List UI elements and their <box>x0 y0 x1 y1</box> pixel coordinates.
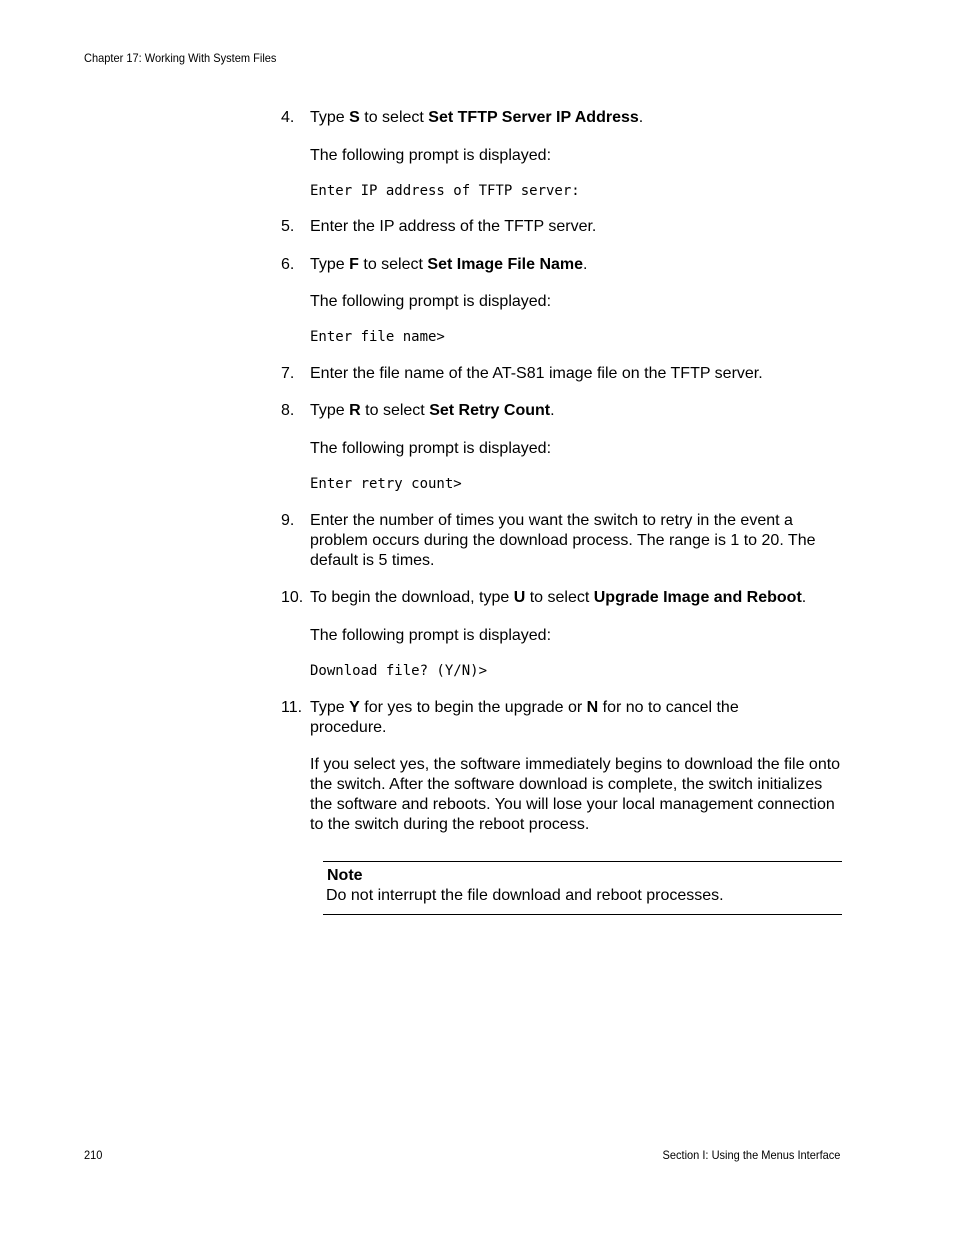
step-number: 10. <box>281 589 304 606</box>
page-number: 210 <box>84 1148 103 1162</box>
text-run: for yes to begin the upgrade or <box>359 699 587 716</box>
step-8-text <box>310 401 846 421</box>
text-run: to select <box>360 402 430 419</box>
prompt-intro: The following prompt is displayed: <box>310 293 552 310</box>
text-run: for no to cancel the procedure. <box>310 699 739 736</box>
text-run: to select <box>525 589 594 606</box>
step-number: 4. <box>281 109 295 126</box>
prompt-code: Download file? (Y/N)> <box>310 663 488 679</box>
key-label: R <box>349 402 361 419</box>
prompt-code: Enter file name> <box>310 329 445 345</box>
step-number: 5. <box>281 218 295 235</box>
menu-option-name: Set Retry Count <box>429 402 551 419</box>
prompt-intro: The following prompt is displayed: <box>310 440 552 457</box>
step-6-text <box>310 255 846 275</box>
key-label: F <box>349 256 359 273</box>
text-run: Type <box>310 699 350 716</box>
text-run: Type <box>310 109 350 126</box>
prompt-code: Enter IP address of TFTP server: <box>310 183 580 199</box>
menu-option-name: Set TFTP Server IP Address <box>428 109 639 126</box>
text-run: . <box>801 589 807 606</box>
prompt-intro: The following prompt is displayed: <box>310 627 552 644</box>
menu-option-name: Set Image File Name <box>427 256 584 273</box>
prompt-code: Enter retry count> <box>310 476 462 492</box>
menu-option-name: Upgrade Image and Reboot <box>593 589 802 606</box>
upgrade-description: If you select yes, the software immediately begins to download the file onto the switch. After the software download is complete, the switch initializes the software and reboots. You will lose your local management connection to the switch during the reboot process. <box>310 756 841 833</box>
key-label: Y <box>349 699 360 716</box>
step-number: 11. <box>281 699 303 716</box>
prompt-intro: The following prompt is displayed: <box>310 147 552 164</box>
text-run: . <box>638 109 644 126</box>
step-number: 9. <box>281 512 295 529</box>
text-run: to select <box>358 256 428 273</box>
step-number: 8. <box>281 402 295 419</box>
text-run: . <box>550 402 555 419</box>
step-9-text: Enter the number of times you want the switch to retry in the event a problem occurs during the download process. The range is 1 to 20. The default is 5 times. <box>310 512 816 569</box>
running-header: Chapter 17: Working With System Files <box>84 51 277 65</box>
step-5-text: Enter the IP address of the TFTP server. <box>310 218 597 235</box>
text-run: Type <box>310 256 350 273</box>
text-run: . <box>583 256 588 273</box>
text-run: to select <box>359 109 429 126</box>
note-box <box>323 861 842 915</box>
step-4-text <box>310 108 846 128</box>
step-11-text <box>310 698 780 738</box>
key-label: U <box>513 589 526 606</box>
key-label: S <box>349 109 360 126</box>
note-title: Note <box>327 867 363 884</box>
text-run: Type <box>310 402 350 419</box>
key-label: N <box>586 699 599 716</box>
section-title: Section I: Using the Menus Interface <box>662 1148 840 1162</box>
step-7-text: Enter the file name of the AT-S81 image file on the TFTP server. <box>310 365 763 382</box>
note-body: Do not interrupt the file download and reboot processes. <box>326 887 724 904</box>
step-number: 7. <box>281 365 295 382</box>
step-number: 6. <box>281 256 295 273</box>
text-run: To begin the download, type <box>310 589 514 606</box>
step-10-text <box>310 588 846 608</box>
